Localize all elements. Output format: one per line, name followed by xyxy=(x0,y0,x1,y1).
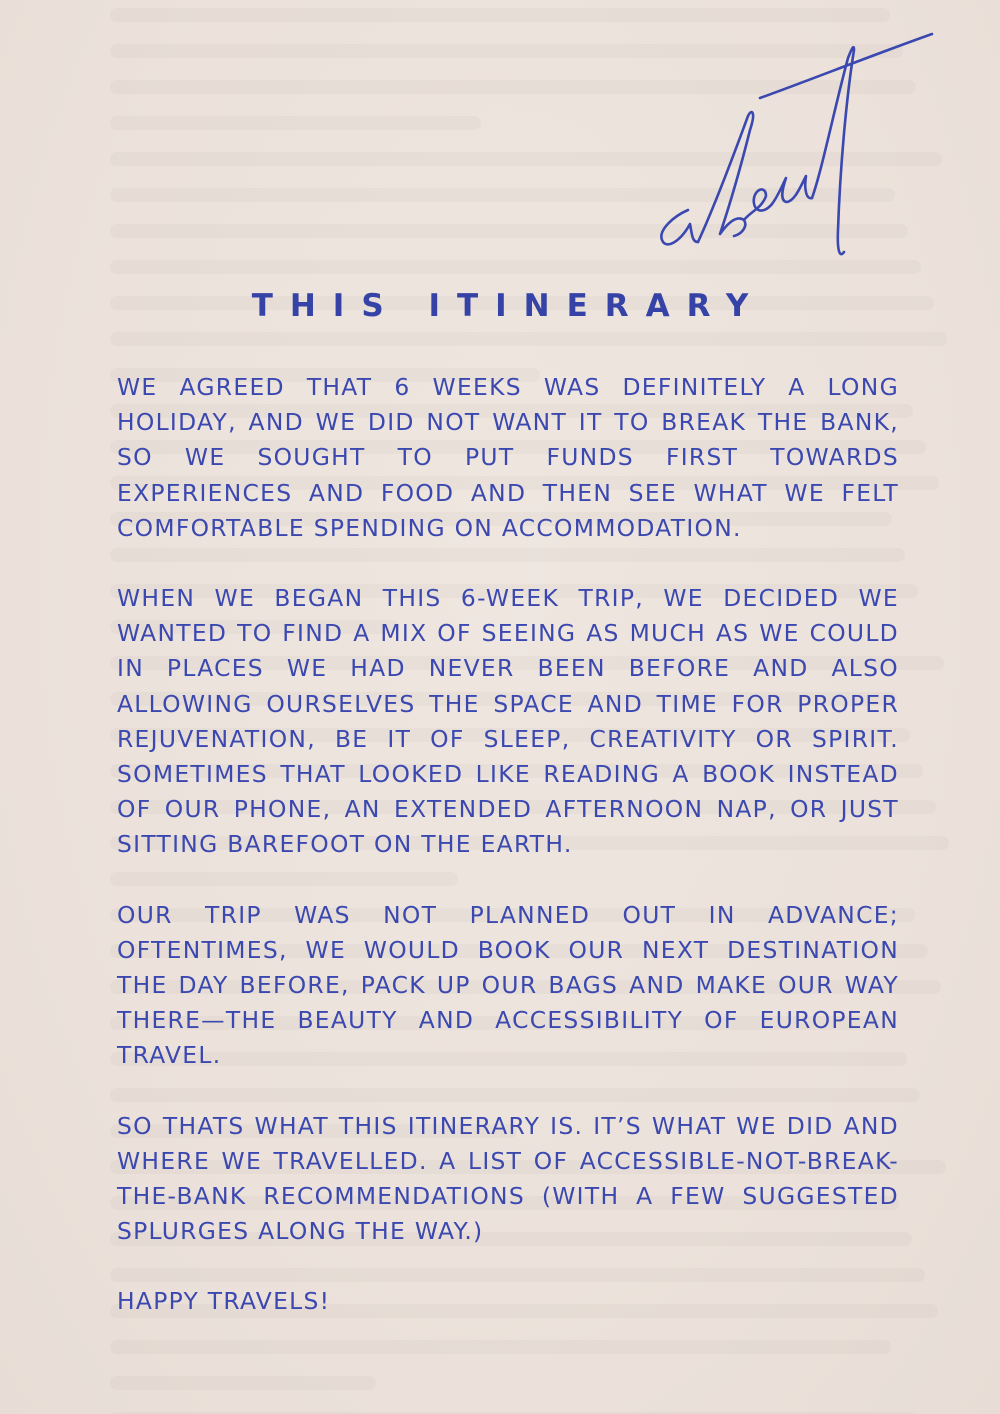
paragraph-planning: OUR TRIP WAS NOT PLANNED OUT IN ADVANCE; OFTENTIMES, WE WOULD BOOK OUR NEXT DESTINATION THE DAY BEFORE, PACK UP OUR BAGS AND MAKE OUR WAY THERE—THE BEAUTY AND ACCESSIBILITY OF EUROPEAN TRAVEL. xyxy=(117,900,899,1070)
page-title: THIS ITINERARY xyxy=(251,288,766,324)
closing-line: HAPPY TRAVELS! xyxy=(117,1287,331,1316)
faint-line xyxy=(110,1376,376,1390)
faint-line xyxy=(110,116,481,130)
body-text xyxy=(117,370,899,1320)
about-handwritten-script xyxy=(640,20,950,260)
paragraph-budget: WE AGREED THAT 6 WEEKS WAS DEFINITELY A LONG HOLIDAY, AND WE DID NOT WANT IT TO BREAK THE BANK, SO WE SOUGHT TO PUT FUNDS FIRST TOWARDS EXPERIENCES AND FOOD AND THEN SEE WHAT WE FELT COMFORTABLE SPENDING ON ACCOMMODATION. xyxy=(117,373,899,542)
faint-line xyxy=(110,260,921,274)
paragraph-trip-goals: WHEN WE BEGAN THIS 6-WEEK TRIP, WE DECIDED WE WANTED TO FIND A MIX OF SEEING AS MUCH AS WE COULD IN PLACES WE HAD NEVER BEEN BEFORE AND ALSO ALLOWING OURSELVES THE SPACE AND TIME FOR PROPER REJUVENATION, BE IT OF SLEEP, CREATIVITY OR SPIRIT. SOMETIMES THAT LOOKED LIKE READING A BOOK INSTEAD OF OUR PHONE, AN EXTENDED AFTERNOON NAP, OR JUST SITTING BAREFOOT ON THE EARTH. xyxy=(117,584,899,859)
faint-line xyxy=(110,332,947,346)
paragraph-itinerary-summary: SO THATS WHAT THIS ITINERARY IS. IT’S WHAT WE DID AND WHERE WE TRAVELLED. A LIST OF ACCESSIBLE-NOT-BREAK-THE-BANK RECOMMENDATIONS (WITH A FEW SUGGESTED SPLURGES ALONG THE WAY.) xyxy=(117,1111,899,1246)
faint-line xyxy=(110,1340,891,1354)
